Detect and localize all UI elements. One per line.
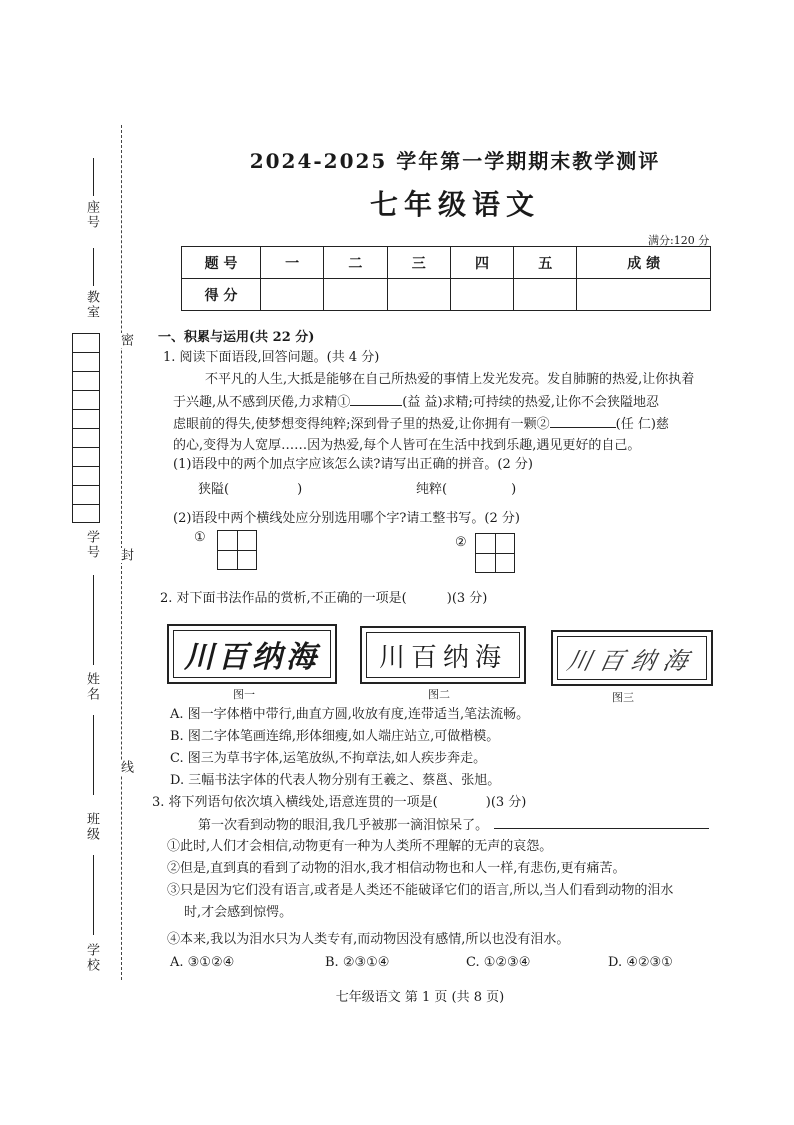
seat-line (93, 158, 94, 196)
q1-sub2: (2)语段中两个横线处应分别选用哪个字?请工整书写。(2 分) (173, 511, 520, 526)
q3-option-c[interactable]: C. ①②③④ (466, 955, 531, 970)
writing-box-label-1: ① (194, 530, 206, 545)
score-table-score-row (182, 279, 711, 311)
score-table-cell: 一 (261, 247, 324, 279)
writing-box-label-2: ② (455, 535, 467, 550)
section-heading: 一、积累与运用(共 22 分) (158, 330, 315, 345)
q2-score: )(3 分) (446, 591, 488, 606)
score-table-cell: 三 (387, 247, 450, 279)
q3-option-d[interactable]: D. ④②③① (608, 955, 673, 970)
blank-2[interactable] (550, 413, 616, 428)
q1-line3-text-a: 虑眼前的得失,使梦想变得纯粹;深到骨子里的热爱,让你拥有一颗② (173, 417, 550, 432)
score-input-cell[interactable] (450, 279, 513, 311)
q3-sentence-1: ①此时,人们才会相信,动物更有一种为人类所不理解的无声的哀怨。 (167, 839, 553, 854)
calligraphy-figure-2 (360, 626, 526, 684)
figure-caption-1: 图一 (233, 688, 255, 701)
full-score: 满分:120 分 (648, 234, 710, 247)
score-input-cell[interactable] (577, 279, 711, 311)
q3-stem (152, 792, 526, 814)
q3-sentence-2: ②但是,直到真的看到了动物的泪水,我才相信动物也和人一样,有悲伤,更有痛苦。 (167, 861, 626, 876)
q3-sentence-3b: 时,才会感到惊愕。 (184, 905, 293, 920)
seal-feng: 封 (118, 548, 133, 563)
score-table-cell: 五 (514, 247, 577, 279)
q3-blank[interactable] (494, 814, 709, 829)
seat-label: 座号 (84, 200, 99, 230)
score-input-cell[interactable] (387, 279, 450, 311)
calligraphy-text-1: 川百纳海 (184, 640, 320, 675)
score-table-cell: 二 (324, 247, 387, 279)
pinyin-close-1: ) (297, 482, 303, 497)
calligraphy-figure-1 (167, 624, 337, 684)
school-label: 学校 (84, 943, 99, 973)
calligraphy-figure-3 (551, 630, 713, 686)
q1-paragraph-line-1: 不平凡的人生,大抵是能够在自己所热爱的事情上发光发亮。发自肺腑的热爱,让你执着 (205, 372, 695, 387)
q3-sentence-3a: ③只是因为它们没有语言,或者是人类还不能破译它们的语言,所以,当人们看到动物的泪水 (167, 883, 674, 898)
name-label: 姓名 (84, 672, 99, 702)
student-no-label: 学号 (84, 530, 99, 560)
q3-option-b[interactable]: B. ②③①④ (325, 955, 390, 970)
class-label: 班级 (84, 812, 99, 842)
q1-line2-text-b: (益 益)求精;可持续的热爱,让你不会狭隘地忍 (402, 395, 660, 410)
score-input-cell[interactable] (261, 279, 324, 311)
q3-sentence-4: ④本来,我以为泪水只为人类专有,而动物因没有感情,所以也没有泪水。 (167, 932, 570, 947)
q1-line2-text-a: 于兴趣,从不感到厌倦,力求精① (173, 395, 351, 410)
student-no-line (93, 575, 94, 665)
q2-stem-text: 2. 对下面书法作品的赏析,不正确的一项是( (160, 591, 407, 606)
page-footer: 七年级语文 第 1 页 (共 8 页) (335, 990, 505, 1005)
pinyin-word-2: 纯粹( (416, 482, 448, 497)
score-input-cell[interactable] (324, 279, 387, 311)
class-line (93, 855, 94, 935)
writing-box-1[interactable] (217, 530, 257, 570)
score-table-cell: 得 分 (182, 279, 261, 311)
pinyin-close-2: ) (511, 482, 517, 497)
student-number-boxes[interactable] (72, 333, 100, 523)
seal-xian: 线 (118, 760, 133, 775)
figure-caption-2: 图二 (428, 688, 450, 701)
q2-option-d[interactable]: D. 三幅书法字体的代表人物分别有王羲之、蔡邕、张旭。 (170, 773, 501, 788)
q1-stem: 1. 阅读下面语段,回答问题。(共 4 分) (163, 350, 380, 365)
score-table-header-row (182, 247, 711, 279)
pinyin-item-2 (416, 479, 516, 501)
q1-paragraph-line-2 (173, 391, 659, 414)
q1-paragraph-line-3 (173, 413, 669, 436)
q3-lead (198, 814, 709, 837)
calligraphy-text-2: 川百纳海 (378, 642, 507, 673)
score-table-cell: 四 (450, 247, 513, 279)
calligraphy-text-3: 川百纳海 (564, 646, 699, 675)
q2-option-a[interactable]: A. 图一字体楷中带行,曲直方圆,收放有度,连带适当,笔法流畅。 (170, 707, 530, 722)
q3-score: )(3 分) (485, 795, 527, 810)
score-input-cell[interactable] (514, 279, 577, 311)
room-label: 教室 (84, 290, 99, 320)
q3-lead-text: 第一次看到动物的眼泪,我几乎被那一滴泪惊呆了。 (198, 818, 489, 833)
q3-stem-text: 3. 将下列语句依次填入横线处,语意连贯的一项是( (152, 795, 438, 810)
q2-option-c[interactable]: C. 图三为草书字体,运笔放纵,不拘章法,如人疾步奔走。 (170, 751, 487, 766)
name-line (93, 715, 94, 795)
score-table (181, 246, 711, 311)
blank-1[interactable] (350, 391, 402, 406)
exam-title: 2024-2025 学年第一学期期末教学测评 (249, 149, 661, 173)
score-table-cell: 成 绩 (577, 247, 711, 279)
pinyin-word-1: 狭隘( (198, 482, 230, 497)
q1-sub1: (1)语段中的两个加点字应该怎么读?请写出正确的拼音。(2 分) (173, 457, 533, 472)
seal-mi: 密 (118, 333, 133, 348)
q2-option-b[interactable]: B. 图二字体笔画连绵,形体细瘦,如人端庄站立,可做楷模。 (170, 729, 500, 744)
q3-option-a[interactable]: A. ③①②④ (170, 955, 235, 970)
pinyin-item-1 (198, 479, 302, 501)
q1-line3-text-b: (任 仁)慈 (615, 417, 669, 432)
room-line (93, 248, 94, 286)
writing-box-2[interactable] (475, 533, 515, 573)
score-table-cell: 题 号 (182, 247, 261, 279)
q2-stem (160, 588, 487, 610)
exam-subtitle: 七年级语文 (369, 188, 540, 221)
figure-caption-3: 图三 (612, 691, 634, 704)
q1-paragraph-line-4: 的心,变得为人宽厚……因为热爱,每个人皆可在生活中找到乐趣,遇见更好的自己。 (173, 438, 641, 453)
